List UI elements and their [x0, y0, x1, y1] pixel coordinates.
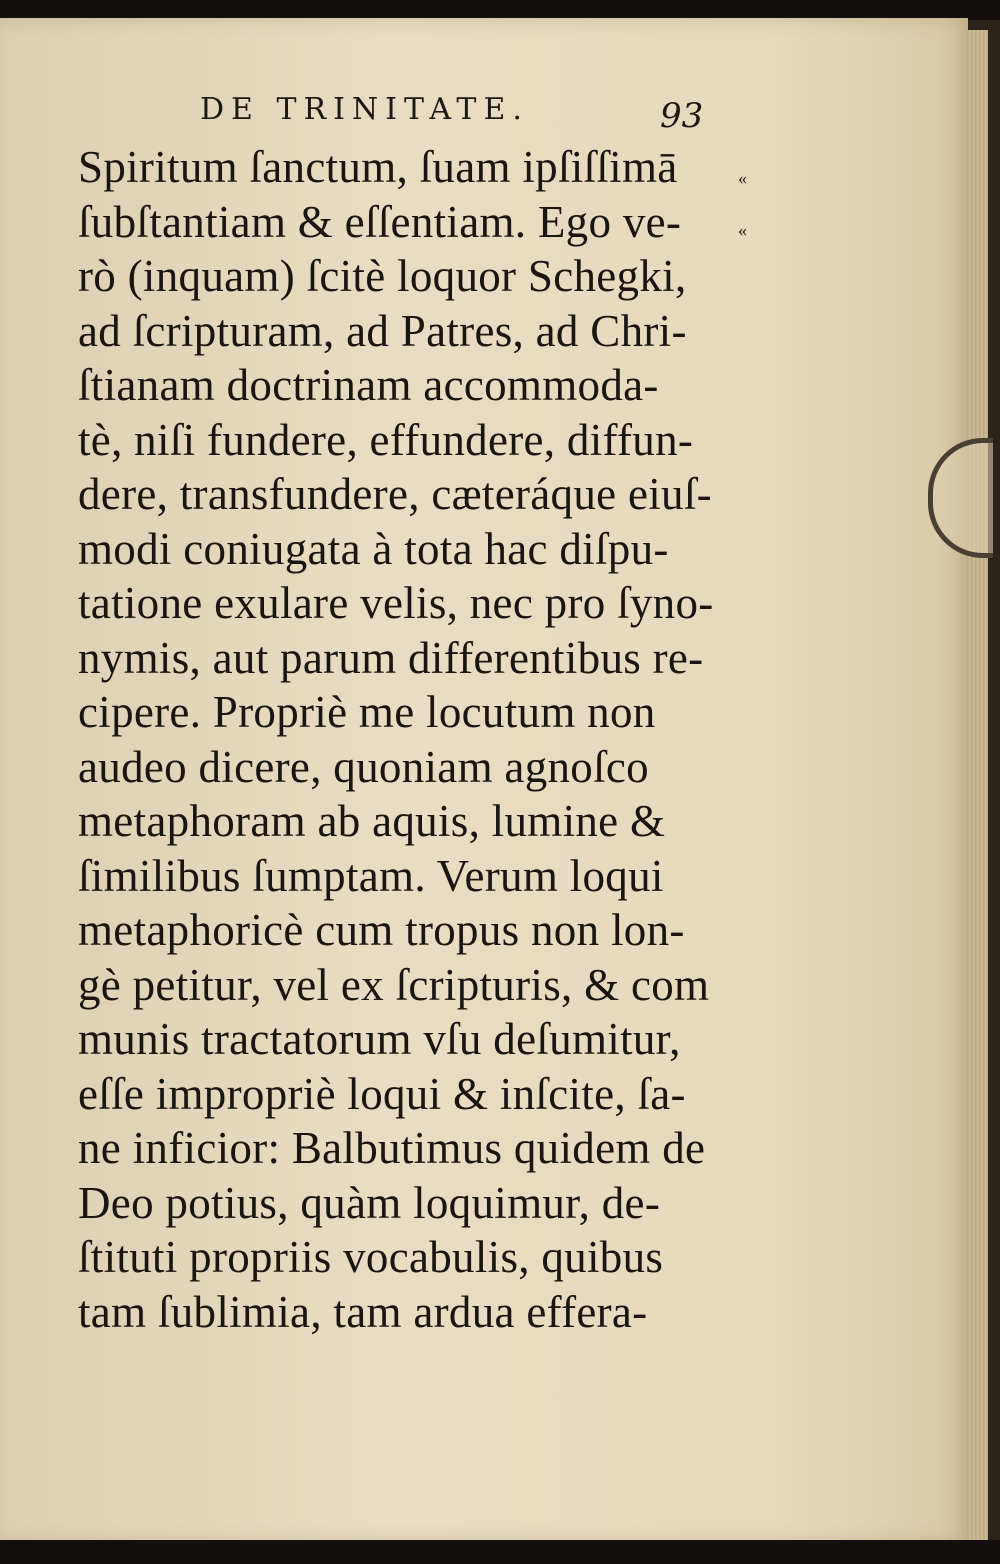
text-line: gè petitur, vel ex ſcripturis, & com — [78, 959, 710, 1010]
text-line: tè, niſi fundere, effundere, diffun- — [78, 414, 694, 465]
text-line: dere, transfundere, cæteráque eiuſ- — [78, 469, 712, 519]
text-line: metaphoram ab aquis, lumine & — [78, 796, 666, 846]
text-line: metaphoricè cum tropus non lon- — [78, 905, 685, 955]
text-line: Spiritum ſanctum, ſuam ipſiſſimā — [78, 142, 678, 192]
text-line: ſtituti propriis vocabulis, quibus — [78, 1232, 664, 1282]
text-line: Deo potius, quàm loquimur, de- — [78, 1177, 661, 1228]
text-line: audeo dicere, quoniam agnoſco — [78, 741, 649, 792]
page-edges — [966, 30, 988, 1540]
text-line: cipere. Propriè me locutum non — [78, 687, 656, 737]
quotation-mark: « — [738, 168, 747, 188]
running-head: DE TRINITATE. — [200, 92, 529, 127]
text-line: munis tractatorum vſu deſumitur, — [78, 1014, 681, 1064]
text-line: ſubſtantiam & eſſentiam. Ego ve- — [78, 196, 682, 247]
text-line: ad ſcripturam, ad Patres, ad Chri- — [78, 305, 687, 356]
text-line: modi coniugata à tota hac diſpu- — [78, 523, 669, 574]
page-header — [200, 92, 760, 142]
text-line: tatione exulare velis, nec pro ſyno- — [78, 578, 714, 628]
text-line: rò (inquam) ſcitè loquor Schegki, — [78, 251, 687, 301]
body-text — [78, 140, 728, 1339]
text-line: ne inficior: Balbutimus quidem de — [78, 1123, 706, 1173]
text-line: ſtianam doctrinam accommoda- — [78, 360, 659, 410]
scan-top-border — [0, 0, 1000, 20]
text-line: tam ſublimia, tam ardua effera- — [78, 1286, 648, 1337]
text-line: nymis, aut parum differentibus re- — [78, 632, 704, 683]
page-number: 93 — [660, 96, 704, 136]
quotation-mark: « — [738, 220, 747, 240]
scan-bottom-border — [0, 1540, 1000, 1564]
text-line: eſſe impropriè loqui & inſcite, ſa- — [78, 1068, 686, 1119]
text-line: ſimilibus ſumptam. Verum loqui — [78, 850, 664, 901]
